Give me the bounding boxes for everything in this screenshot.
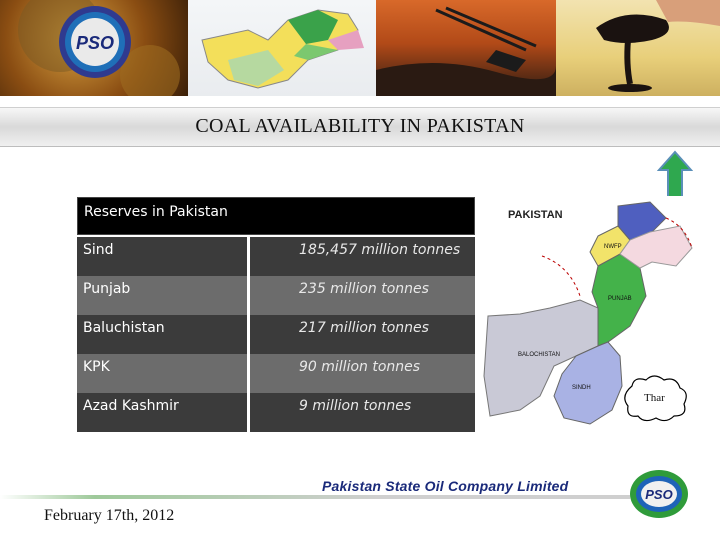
coal-mining-excavator-image xyxy=(376,0,556,96)
region-cell: KPK xyxy=(77,354,247,393)
pso-logo-icon xyxy=(628,468,690,520)
slide-title: COAL AVAILABILITY IN PAKISTAN xyxy=(195,115,525,137)
table-row xyxy=(77,315,475,354)
table-row xyxy=(77,237,475,276)
region-cell: Punjab xyxy=(77,276,247,315)
map-heading: PAKISTAN xyxy=(508,209,563,221)
logo-text: PSO xyxy=(645,487,673,502)
reserve-cell: 217 million tonnes xyxy=(250,315,475,354)
up-arrow-icon[interactable] xyxy=(657,150,693,202)
reserves-table xyxy=(77,197,475,432)
pso-gear-logo-image xyxy=(0,0,188,96)
region-cell: Azad Kashmir xyxy=(77,393,247,432)
oil-pour-image xyxy=(556,0,720,96)
table-row xyxy=(77,393,475,432)
map-label-balochistan: BALOCHISTAN xyxy=(518,352,560,358)
company-name: Pakistan State Oil Company Limited xyxy=(322,478,569,494)
table-row xyxy=(77,354,475,393)
header-banner xyxy=(0,0,720,96)
map-label-punjab: PUNJAB xyxy=(608,296,632,302)
footer-divider xyxy=(0,495,630,499)
table-header: Reserves in Pakistan xyxy=(77,197,475,235)
region-cell: Sind xyxy=(77,237,247,276)
reserve-cell: 235 million tonnes xyxy=(250,276,475,315)
pakistan-provinces-map-image xyxy=(188,0,376,96)
table-row xyxy=(77,276,475,315)
region-cell: Baluchistan xyxy=(77,315,247,354)
map-label-sindh: SINDH xyxy=(572,385,591,391)
reserve-cell: 9 million tonnes xyxy=(250,393,475,432)
slide-date: February 17th, 2012 xyxy=(44,507,175,524)
map-label-nwfp: NWFP xyxy=(604,244,622,250)
reserve-cell: 185,457 million tonnes xyxy=(250,237,475,276)
reserve-cell: 90 million tonnes xyxy=(250,354,475,393)
svg-text:PSO: PSO xyxy=(75,33,115,53)
thar-label: Thar xyxy=(644,392,665,404)
